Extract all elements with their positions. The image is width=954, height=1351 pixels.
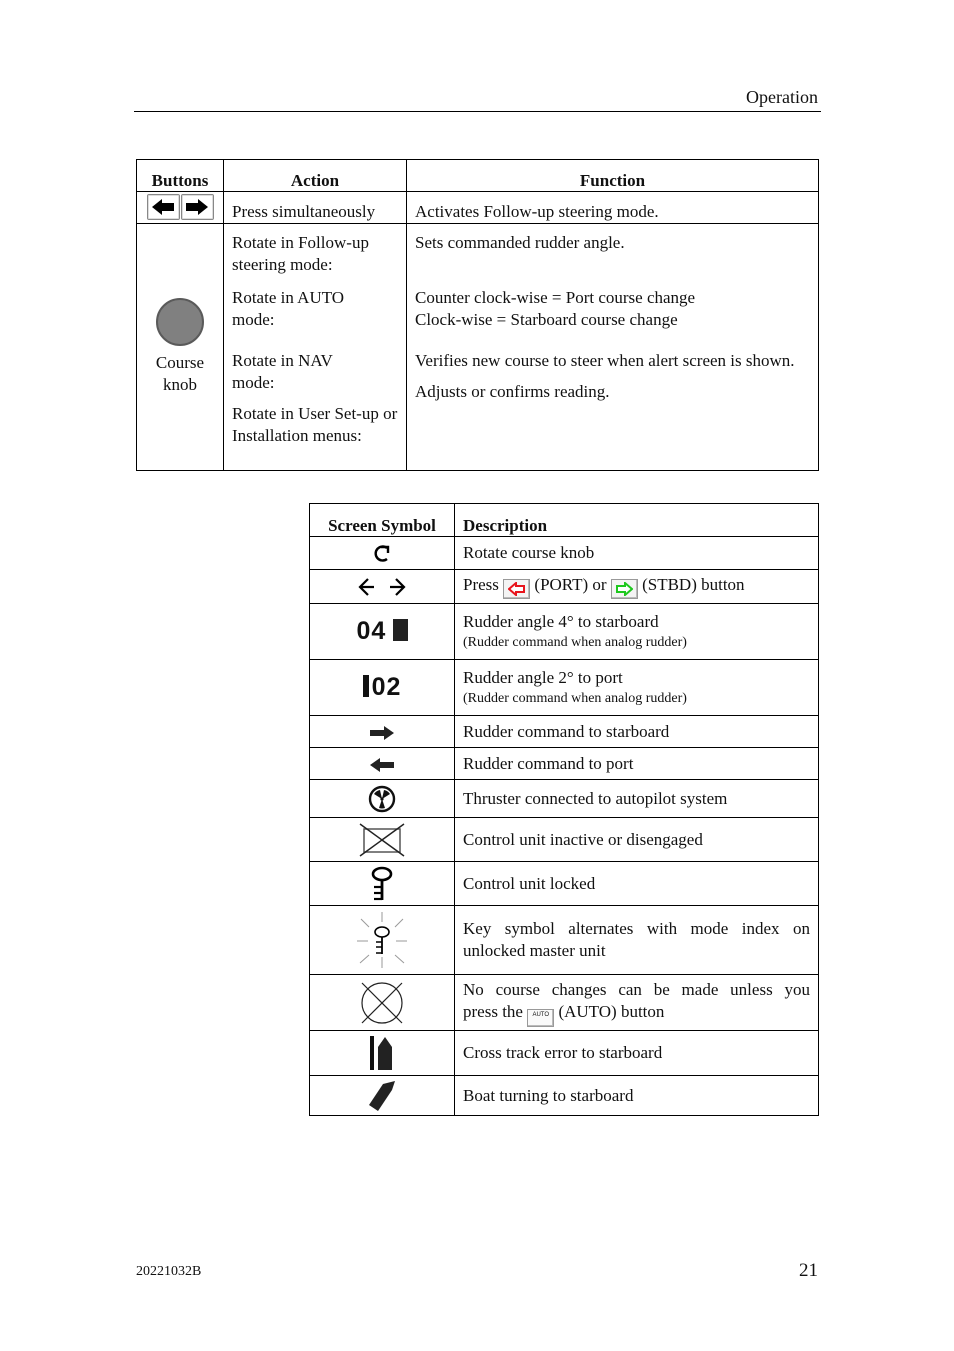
action-nav: Rotate in NAV mode:	[232, 351, 333, 392]
rotate-icon	[371, 542, 393, 564]
table-row: Key symbol alternates with mode index on unlocked master unit	[310, 906, 819, 975]
section-title: Operation	[746, 87, 818, 107]
table-row: Rudder command to port	[310, 748, 819, 780]
action-follow-up: Rotate in Follow-up steering mode:	[232, 233, 369, 274]
table-row: Thruster connected to autopilot system	[310, 780, 819, 818]
document-code: 20221032B	[136, 1264, 202, 1279]
port-stbd-arrows-icon	[358, 576, 406, 598]
course-knob-cell	[137, 224, 224, 471]
col-header-description: Description	[455, 504, 819, 537]
rudder-port-symbol: 02	[310, 660, 455, 716]
function-cell: Activates Follow-up steering mode.	[407, 192, 819, 224]
key-icon	[369, 866, 395, 902]
action-cell: Press simultaneously	[224, 192, 407, 224]
course-knob-label: Course knob	[155, 353, 205, 394]
right-arrow-icon	[185, 198, 209, 216]
crossed-box-icon	[358, 823, 406, 857]
thruster-icon	[368, 785, 396, 813]
rudder-starboard-symbol: 04	[310, 604, 455, 660]
function-follow-up: Sets commanded rudder angle.	[415, 233, 625, 252]
table-row: 02 Rudder angle 2° to port (Rudder command when analog rudder)	[310, 660, 819, 716]
cross-track-icon	[369, 1035, 395, 1071]
auto-button-icon: AUTO	[527, 1009, 554, 1027]
table-row: Control unit inactive or disengaged	[310, 818, 819, 862]
table-row: Control unit locked	[310, 862, 819, 906]
table-row: Rudder command to starboard	[310, 716, 819, 748]
arrow-left-icon	[369, 758, 395, 772]
action-auto: Rotate in AUTO mode:	[232, 288, 345, 329]
function-auto-cw: Clock-wise = Starboard course change	[415, 310, 678, 329]
col-header-action: Action	[224, 160, 407, 192]
crossed-circle-icon	[359, 980, 405, 1026]
arrow-right-icon	[369, 726, 395, 740]
function-auto-ccw: Counter clock-wise = Port course change	[415, 288, 696, 307]
flashing-key-icon	[355, 911, 409, 969]
table-row	[137, 192, 819, 224]
table-row: No course changes can be made unless you press the AUTO (AUTO) button	[310, 975, 819, 1031]
buttons-table	[136, 159, 819, 471]
port-button-icon	[503, 579, 530, 599]
right-arrow-button	[181, 194, 214, 220]
rudder-bar-icon	[363, 675, 369, 697]
action-user-setup: Rotate in User Set-up or Installation menus:	[232, 404, 398, 445]
table-row: Cross track error to starboard	[310, 1031, 819, 1076]
rudder-bar-icon	[393, 619, 408, 641]
header-rule	[134, 111, 821, 112]
col-header-buttons: Buttons	[137, 160, 224, 192]
table-row: 04 Rudder angle 4° to starboard (Rudder command when analog rudder)	[310, 604, 819, 660]
function-nav: Verifies new course to steer when alert screen is shown.	[415, 351, 795, 370]
boat-turning-icon	[367, 1080, 397, 1112]
left-arrow-icon	[151, 198, 175, 216]
table-row: Rotate course knob	[310, 537, 819, 570]
table-row	[137, 224, 819, 471]
left-arrow-button	[147, 194, 180, 220]
stbd-button-icon	[611, 579, 638, 599]
course-knob-icon	[156, 298, 204, 346]
function-user-setup: Adjusts or confirms reading.	[415, 382, 610, 401]
table-row: Press (PORT) or (STBD) button	[310, 570, 819, 604]
col-header-function: Function	[407, 160, 819, 192]
page-number: 21	[799, 1260, 818, 1281]
col-header-symbol: Screen Symbol	[310, 504, 455, 537]
symbols-table	[309, 503, 819, 1116]
table-row: Boat turning to starboard	[310, 1076, 819, 1116]
